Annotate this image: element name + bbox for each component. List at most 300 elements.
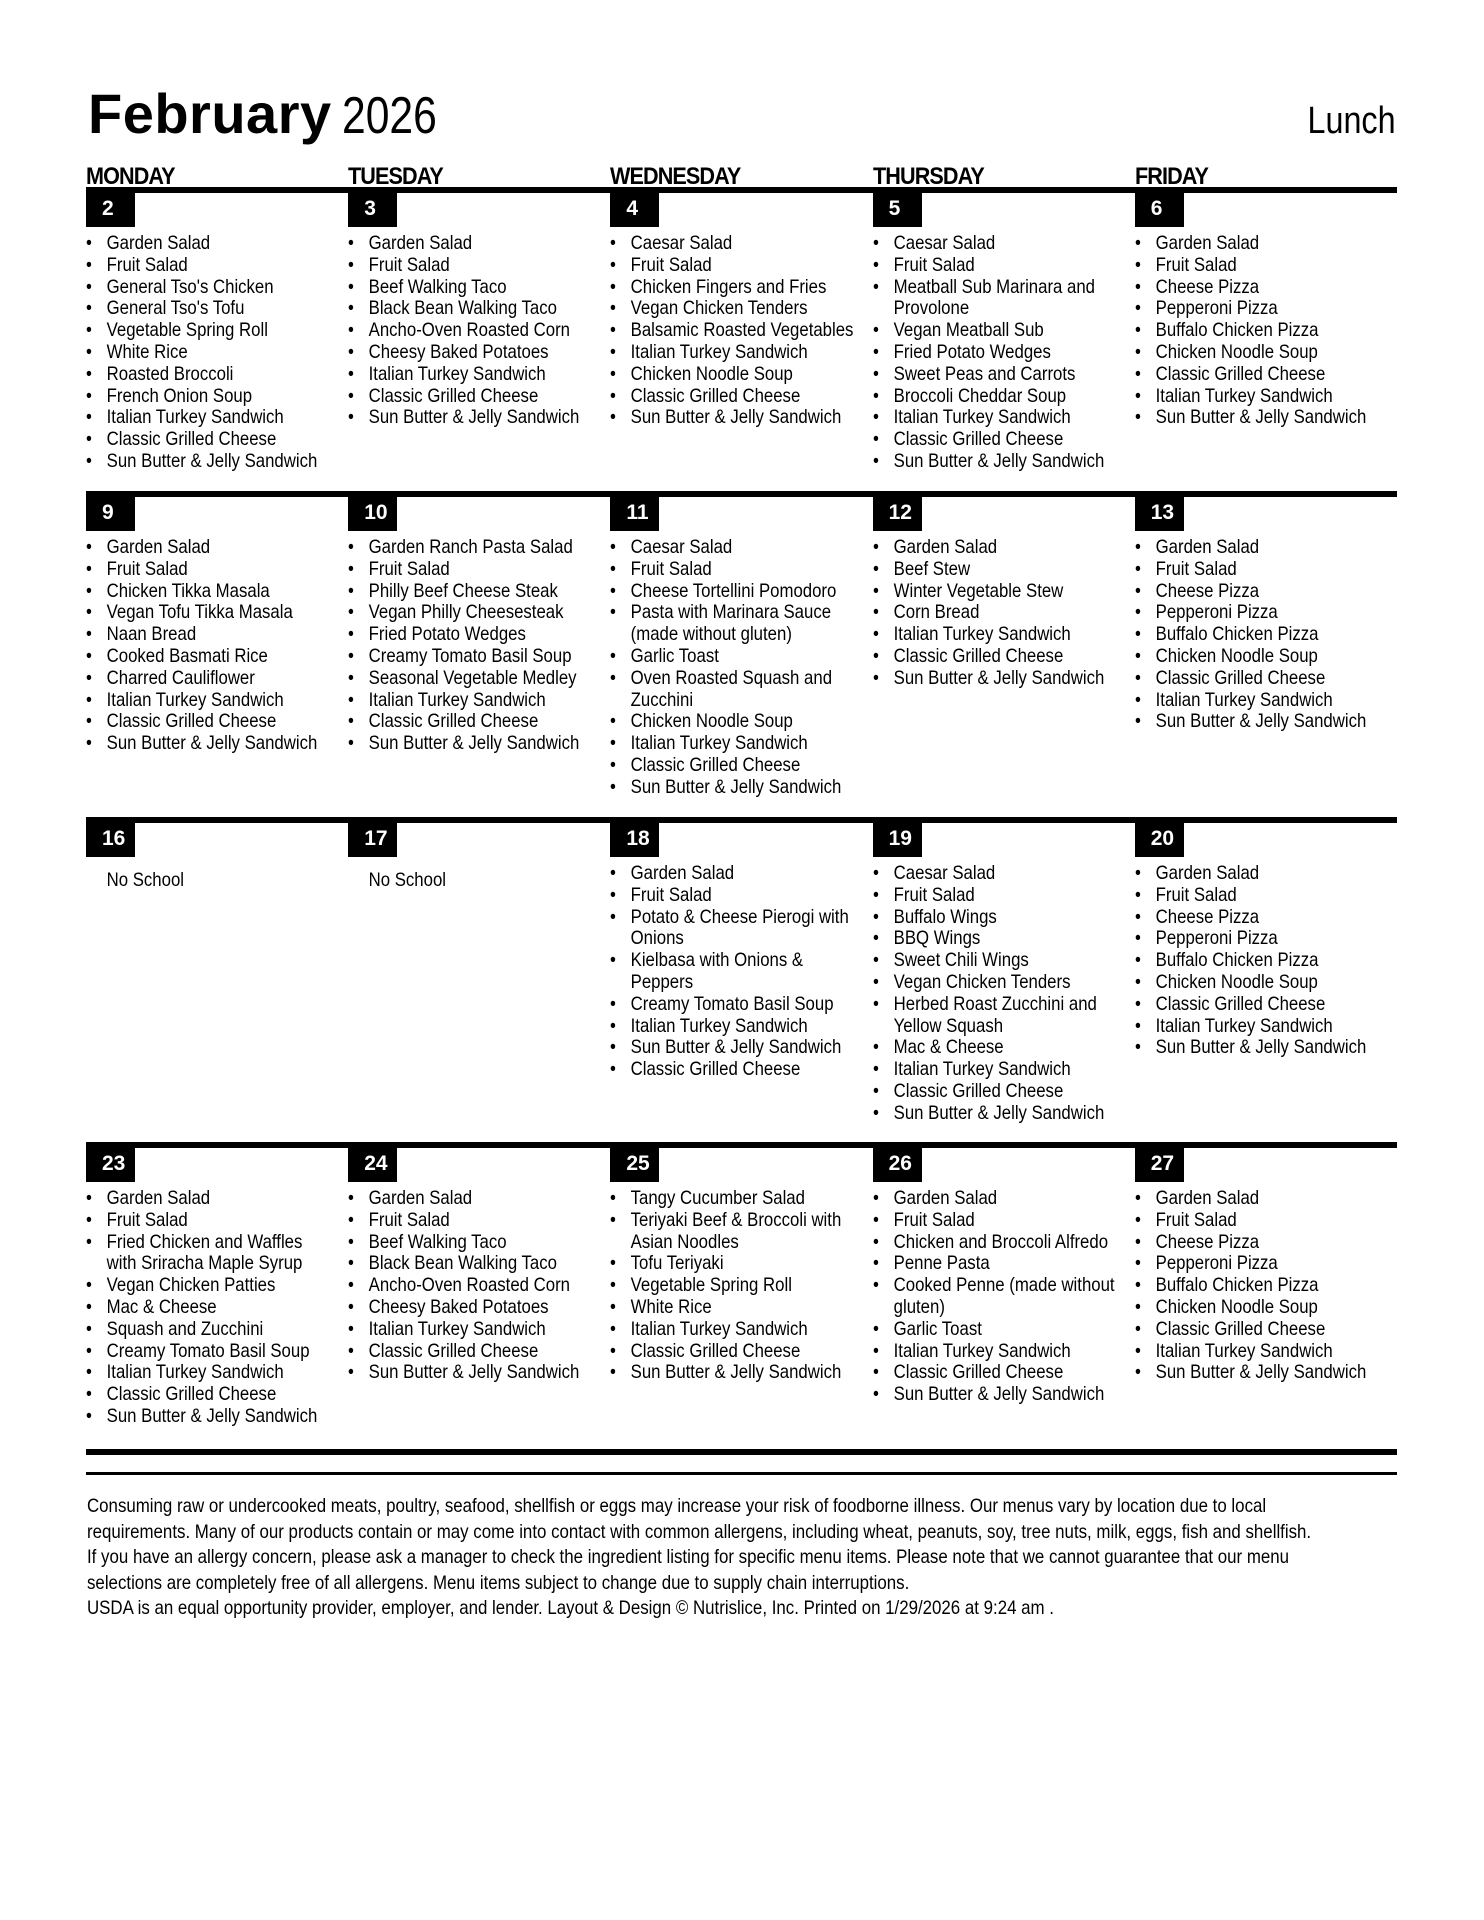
menu-item [610,863,871,885]
menu-item-label: Buffalo Chicken Pizza [1155,623,1319,646]
menu-item-label: Creamy Tomato Basil Soup [106,1339,310,1362]
menu-item [873,1037,1134,1059]
menu-item [86,559,347,581]
menu-item [348,298,609,320]
bullet-icon: • [872,883,879,906]
bullet-icon: • [86,1208,92,1231]
menu-item-list [86,537,348,755]
menu-item [1135,233,1396,255]
menu-item [873,602,1134,624]
day-cell [610,497,872,799]
menu-item-label: Pepperoni Pizza [1155,601,1278,624]
menu-item [873,972,1134,994]
menu-item-label: Teriyaki Beef & Broccoli with [631,1208,842,1231]
bullet-icon: • [86,340,92,363]
bullet-icon: • [872,428,879,451]
menu-item [86,1210,347,1232]
menu-item [348,407,609,429]
bullet-icon: • [872,601,879,624]
date-badge: 11 [610,497,659,531]
menu-item [873,233,1134,255]
menu-item [873,581,1134,603]
menu-item [348,277,609,299]
bullet-icon: • [86,666,92,689]
menu-item-label: Sun Butter & Jelly Sandwich [631,1036,842,1059]
bullet-icon: • [872,1383,879,1406]
bullet-icon: • [610,536,617,558]
menu-item-label: gluten) [893,1295,945,1318]
menu-item-label: Sun Butter & Jelly Sandwich [631,406,842,429]
menu-item [873,1188,1134,1210]
menu-item [348,537,609,559]
menu-item-label: Cheese Pizza [1155,1230,1259,1253]
menu-item [873,1210,1134,1232]
bullet-icon: • [610,253,617,276]
menu-item [348,1362,609,1384]
bullet-icon: • [348,253,355,276]
menu-item-label: Vegan Philly Cheesesteak [368,601,564,624]
menu-item-label: Garden Salad [106,1187,211,1209]
menu-item-label: Cheese Tortellini Pomodoro [631,579,837,602]
menu-item-label: Classic Grilled Cheese [631,1339,801,1362]
menu-item [1135,407,1396,429]
menu-item [1135,342,1396,364]
bullet-icon: • [610,949,617,972]
bullet-icon: • [872,275,879,298]
menu-item-label: Italian Turkey Sandwich [368,1317,546,1340]
bullet-icon: • [1134,275,1141,298]
bullet-icon: • [1134,666,1141,689]
menu-item-label: Vegan Tofu Tikka Masala [106,601,293,624]
menu-item-label: Provolone [893,297,969,320]
bullet-icon: • [1134,970,1141,993]
menu-item [1135,364,1396,386]
bullet-icon: • [610,1295,617,1318]
bullet-icon: • [1134,362,1141,385]
menu-item-label: Italian Turkey Sandwich [1155,1339,1333,1362]
menu-item [348,386,609,408]
menu-item [86,646,347,668]
menu-item-list [348,1188,610,1384]
menu-item-label: Balsamic Roasted Vegetables [631,319,854,342]
menu-item [610,1275,871,1297]
menu-item [1135,624,1396,646]
menu-item-label: Italian Turkey Sandwich [1155,384,1333,407]
menu-item-label: Classic Grilled Cheese [106,710,277,733]
menu-item [1135,907,1396,929]
menu-item-label: Fruit Salad [106,1208,188,1231]
bullet-icon: • [348,1317,355,1340]
bullet-icon: • [1134,710,1141,733]
menu-item [348,1232,609,1254]
menu-item [1135,1253,1396,1275]
weekday-header: THURSDAY [872,163,984,190]
menu-item [610,668,871,690]
menu-item [86,624,347,646]
menu-item-label: Garlic Toast [893,1317,982,1340]
bullet-icon: • [86,623,92,646]
day-cell [86,193,348,473]
menu-item-label: Classic Grilled Cheese [631,753,801,776]
bullet-icon: • [348,340,355,363]
menu-item [610,907,871,929]
bullet-icon: • [1134,384,1141,407]
day-cell [86,823,348,1125]
menu-item [86,1275,347,1297]
bullet-icon: • [1134,1252,1141,1275]
menu-item [610,1037,871,1059]
menu-item-label: Italian Turkey Sandwich [631,732,809,755]
menu-item [86,364,347,386]
bullet-icon: • [1134,1295,1141,1318]
menu-item [1135,928,1396,950]
menu-item-label: Italian Turkey Sandwich [893,1058,1071,1081]
menu-item-label: Cheese Pizza [1155,275,1259,298]
menu-item [610,1253,871,1275]
menu-item-label: Meatball Sub Marinara and [893,275,1095,298]
menu-item [86,451,347,473]
menu-item-label: with Sriracha Maple Syrup [106,1252,303,1275]
bullet-icon: • [348,666,355,689]
menu-item [610,777,871,799]
menu-item-label: Garden Salad [893,1187,997,1209]
menu-item [86,1406,347,1428]
bullet-icon: • [86,644,92,667]
menu-item [1135,1232,1396,1254]
menu-item-label: Sun Butter & Jelly Sandwich [106,732,318,755]
bullet-icon: • [1134,949,1141,972]
no-school-note: No School [106,869,185,891]
menu-item-label: Fruit Salad [1155,557,1237,580]
menu-item [873,407,1134,429]
bullet-icon: • [610,732,617,755]
bullet-icon: • [872,644,879,667]
bullet-icon: • [610,340,617,363]
menu-item-label: Creamy Tomato Basil Soup [631,992,834,1015]
bullet-icon: • [872,905,879,928]
menu-item-label: Classic Grilled Cheese [368,1339,539,1362]
menu-item-list [1135,1188,1397,1384]
menu-item [1135,1037,1396,1059]
bullet-icon: • [1134,992,1141,1015]
menu-item-label: BBQ Wings [893,927,980,950]
menu-item-label: Beef Walking Taco [368,1230,507,1253]
menu-item-label: Garlic Toast [631,644,720,667]
menu-item [873,624,1134,646]
menu-item-label: Pepperoni Pizza [1155,297,1278,320]
menu-item-label: Italian Turkey Sandwich [893,623,1071,646]
bullet-icon: • [872,666,879,689]
menu-item-label: Classic Grilled Cheese [106,1383,277,1406]
menu-item-label: Garden Salad [1155,1187,1259,1209]
menu-item-list [873,233,1135,473]
menu-item-label: Garden Salad [106,232,211,254]
menu-item-label: Italian Turkey Sandwich [631,340,809,363]
menu-item-label: Ancho-Oven Roasted Corn [368,1274,571,1297]
menu-item-label: Cheese Pizza [1155,579,1259,602]
menu-item-label: Buffalo Wings [893,905,997,928]
menu-item [610,233,871,255]
bullet-icon: • [86,1295,92,1318]
bullet-icon: • [1134,340,1141,363]
day-cell [86,1148,348,1428]
menu-item [86,602,347,624]
bullet-icon: • [872,1339,879,1362]
day-cell [873,497,1135,799]
day-cell [348,823,610,1125]
bullet-icon: • [872,1317,879,1340]
menu-item [86,233,347,255]
bullet-icon: • [348,406,355,429]
menu-item [610,646,871,668]
menu-item-label: Garden Salad [368,1187,473,1209]
menu-item-label: Seasonal Vegetable Medley [368,666,577,689]
menu-item-label: Italian Turkey Sandwich [631,1317,809,1340]
bullet-icon: • [1134,601,1141,624]
menu-item-continuation [610,928,871,950]
bullet-icon: • [1134,319,1141,342]
bullet-icon: • [610,1208,617,1231]
menu-item [1135,602,1396,624]
menu-item-label: Corn Bread [893,601,979,624]
menu-item [348,320,609,342]
menu-item-list [1135,863,1397,1059]
menu-item-label: Sun Butter & Jelly Sandwich [893,1101,1104,1124]
menu-item [1135,581,1396,603]
menu-item [610,407,871,429]
menu-item [86,255,347,277]
bullet-icon: • [610,1187,617,1209]
menu-item-label: Beef Stew [893,557,970,580]
menu-item-label: Caesar Salad [631,232,733,254]
bullet-icon: • [1134,883,1141,906]
menu-item-label: Vegan Chicken Tenders [631,297,808,320]
bullet-icon: • [610,862,617,884]
bullet-icon: • [1134,1317,1141,1340]
menu-item [348,690,609,712]
bullet-icon: • [86,1230,92,1253]
menu-item [348,1341,609,1363]
bullet-icon: • [348,557,355,580]
menu-item-label: Italian Turkey Sandwich [1155,1014,1333,1037]
menu-item [86,277,347,299]
menu-item-label: Pepperoni Pizza [1155,927,1278,950]
menu-item-list [348,537,610,755]
menu-item-label: Chicken Noodle Soup [1155,644,1318,667]
menu-item-label: Italian Turkey Sandwich [893,406,1071,429]
bullet-icon: • [610,775,617,798]
menu-item [86,1384,347,1406]
menu-item [348,255,609,277]
menu-item-label: Roasted Broccoli [106,362,234,385]
menu-item [873,885,1134,907]
menu-item [610,581,871,603]
bullet-icon: • [1134,862,1141,884]
menu-item-label: Creamy Tomato Basil Soup [368,644,572,667]
menu-item-label: Oven Roasted Squash and [631,666,833,689]
bullet-icon: • [872,992,879,1015]
bullet-icon: • [86,1383,92,1406]
bullet-icon: • [86,428,92,451]
menu-item-continuation [86,1253,347,1275]
menu-item [86,320,347,342]
menu-item-label: Fruit Salad [631,557,713,580]
menu-item [610,255,871,277]
menu-item-label: Garden Salad [368,232,473,254]
title-year: 2026 [341,87,437,145]
menu-item-label: Italian Turkey Sandwich [631,1014,809,1037]
menu-item [873,1081,1134,1103]
menu-item-label: Sun Butter & Jelly Sandwich [1155,1036,1367,1059]
bullet-icon: • [86,232,92,254]
menu-item [1135,690,1396,712]
bullet-icon: • [872,949,879,972]
menu-item-label: Fruit Salad [368,1208,450,1231]
menu-item [1135,1188,1396,1210]
menu-item-label: Sun Butter & Jelly Sandwich [893,449,1104,472]
menu-item-label: Chicken and Broccoli Alfredo [893,1230,1108,1253]
menu-item-label: Chicken Fingers and Fries [631,275,827,298]
bottom-divider-thick [86,1449,1397,1455]
menu-item-label: Tangy Cucumber Salad [631,1187,806,1209]
bullet-icon: • [610,319,617,342]
menu-item [348,1297,609,1319]
menu-item [1135,863,1396,885]
date-badge: 25 [610,1148,659,1182]
menu-item [1135,1297,1396,1319]
menu-item-continuation [873,298,1134,320]
menu-item-label: Pepperoni Pizza [1155,1252,1278,1275]
menu-item [348,1253,609,1275]
bullet-icon: • [1134,232,1141,254]
bullet-icon: • [610,275,617,298]
bullet-icon: • [348,623,355,646]
menu-item-label: Black Bean Walking Taco [368,1252,558,1275]
menu-item [610,711,871,733]
bullet-icon: • [348,275,355,298]
bullet-icon: • [1134,1230,1141,1253]
menu-item-label: Chicken Noodle Soup [1155,340,1318,363]
bullet-icon: • [872,1101,879,1124]
menu-item-list [86,1188,348,1428]
menu-item [348,668,609,690]
menu-item-label: Broccoli Cheddar Soup [893,384,1066,407]
bullet-icon: • [610,883,617,906]
bullet-icon: • [348,1187,355,1209]
menu-item-continuation [610,972,871,994]
bullet-icon: • [610,753,617,776]
menu-item [873,1232,1134,1254]
menu-item [86,342,347,364]
menu-item [1135,1341,1396,1363]
menu-item-label: Classic Grilled Cheese [631,384,801,407]
menu-item [873,451,1134,473]
bullet-icon: • [610,905,617,928]
bullet-icon: • [610,406,617,429]
bullet-icon: • [872,579,879,602]
bullet-icon: • [610,1274,617,1297]
menu-item [610,1362,871,1384]
menu-item-list [873,537,1135,690]
menu-item-label: Garden Salad [106,536,211,558]
menu-item-label: Chicken Noodle Soup [631,710,794,733]
menu-item [873,255,1134,277]
menu-item-label: Fried Chicken and Waffles [106,1230,303,1253]
menu-item-label: Classic Grilled Cheese [1155,1317,1326,1340]
menu-item-label: Sun Butter & Jelly Sandwich [1155,1361,1367,1384]
bullet-icon: • [348,362,355,385]
bullet-icon: • [86,732,92,755]
menu-item-list [610,233,872,429]
menu-item [873,863,1134,885]
bullet-icon: • [1134,579,1141,602]
menu-item-label: Classic Grilled Cheese [106,428,277,451]
menu-item-list [1135,233,1397,429]
date-badge: 10 [348,497,397,531]
menu-item [610,559,871,581]
week-row [86,187,1397,473]
bullet-icon: • [1134,406,1141,429]
menu-item-label: Sun Butter & Jelly Sandwich [368,1361,580,1384]
menu-item-label: White Rice [631,1295,713,1318]
bullet-icon: • [610,1339,617,1362]
menu-item-label: Squash and Zucchini [106,1317,264,1340]
weekday-header: MONDAY [86,163,175,190]
menu-item [86,1362,347,1384]
menu-item-continuation [873,1297,1134,1319]
bullet-icon: • [610,1036,617,1059]
menu-item [86,537,347,559]
menu-item-label: Mac & Cheese [106,1295,217,1318]
menu-item [348,1210,609,1232]
menu-item-label: Sun Butter & Jelly Sandwich [106,449,318,472]
disclaimer-line: USDA is an equal opportunity provider, employer, and lender. Layout & Design © Nutrislice, Inc. Printed on 1/29/2026 at 9:24 am . [87,1597,1054,1620]
menu-item-label: Fruit Salad [1155,253,1237,276]
bullet-icon: • [348,1295,355,1318]
day-cell [348,193,610,473]
bullet-icon: • [872,340,879,363]
week-row [86,817,1397,1125]
menu-item-label: Vegan Chicken Patties [106,1274,276,1297]
menu-item-label: Buffalo Chicken Pizza [1155,319,1319,342]
meal-type-label: Lunch [1307,100,1396,142]
menu-item-continuation [610,690,871,712]
menu-item [348,364,609,386]
menu-item-list [610,863,872,1081]
menu-item-label: Classic Grilled Cheese [893,1079,1063,1102]
menu-item-label: Fruit Salad [893,883,975,906]
menu-item-label: Asian Noodles [631,1230,740,1253]
bullet-icon: • [610,297,617,320]
menu-item [1135,320,1396,342]
menu-item [86,1341,347,1363]
menu-item-label: Peppers [631,970,694,993]
bullet-icon: • [86,1274,92,1297]
menu-item [1135,972,1396,994]
menu-item [1135,1362,1396,1384]
bullet-icon: • [1134,557,1141,580]
menu-item-label: Ancho-Oven Roasted Corn [368,319,571,342]
disclaimer-line: requirements. Many of our products contain or may come into contact with common allergens, including wheat, peanuts, soy, tree nuts, milk, eggs, fish and shellfish. [87,1520,1312,1543]
menu-item-label: Italian Turkey Sandwich [106,688,284,711]
menu-item [1135,1275,1396,1297]
bullet-icon: • [348,297,355,320]
menu-item-label: Yellow Squash [893,1014,1003,1037]
menu-item-label: Sun Butter & Jelly Sandwich [893,1383,1104,1406]
menu-item-list [873,863,1135,1125]
disclaimer-line: Consuming raw or undercooked meats, poultry, seafood, shellfish or eggs may increase your risk of foodborne illness. Our menus vary by location due to local [87,1495,1267,1517]
menu-item-label: Chicken Noodle Soup [1155,1295,1318,1318]
